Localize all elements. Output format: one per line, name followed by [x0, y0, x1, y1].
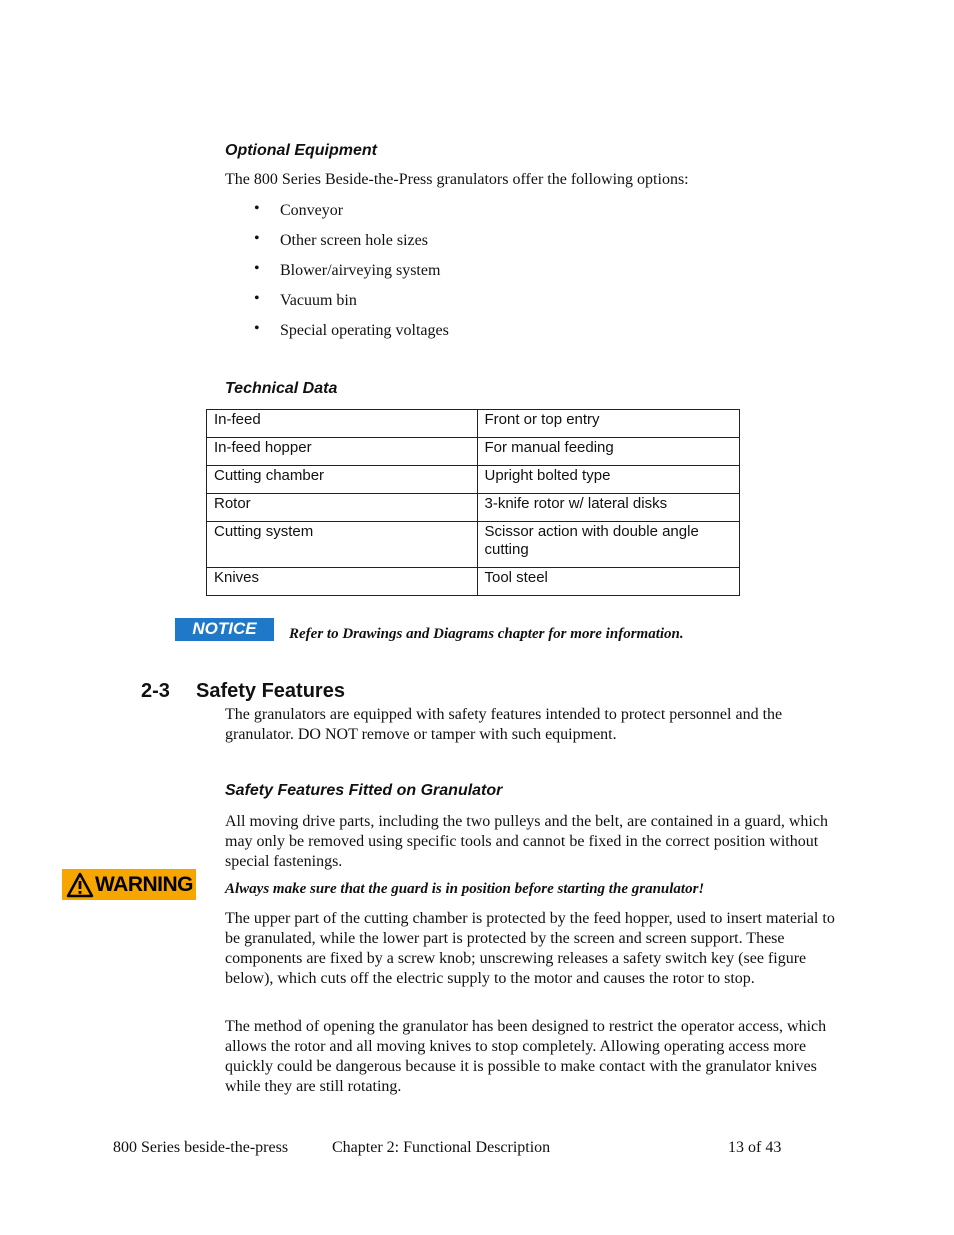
- table-cell-label: Knives: [207, 568, 478, 596]
- table-row: [207, 568, 740, 596]
- table-row: [207, 522, 740, 568]
- bullet-icon: •: [254, 200, 260, 217]
- footer-center: Chapter 2: Functional Description: [332, 1139, 551, 1156]
- safety-subheading: Safety Features Fitted on Granulator: [225, 782, 503, 799]
- table-cell-label: In-feed: [207, 410, 478, 438]
- table-row: [207, 438, 740, 466]
- table-cell-label: Rotor: [207, 494, 478, 522]
- table-row: [207, 494, 740, 522]
- table-cell-value: For manual feeding: [477, 438, 740, 466]
- notice-text: Refer to Drawings and Diagrams chapter for more information.: [289, 626, 684, 642]
- footer-left: 800 Series beside-the-press: [113, 1139, 289, 1156]
- table-row: [207, 466, 740, 494]
- list-item: • Other screen hole sizes: [254, 230, 428, 249]
- table-cell-value: Upright bolted type: [477, 466, 740, 494]
- technical-data-heading: Technical Data: [225, 380, 338, 397]
- table-row: [207, 410, 740, 438]
- section-number: 2-3: [141, 680, 170, 702]
- section-title: Safety Features: [196, 680, 345, 702]
- bullet-icon: •: [254, 320, 260, 337]
- table-cell-value: Front or top entry: [477, 410, 740, 438]
- table-cell-label: Cutting system: [207, 522, 478, 568]
- safety-paragraph-1: All moving drive parts, including the two pulleys and the belt, are contained in a guard, which may only be removed using specific tools and cannot be fixed in the correct position without special fastenings.: [225, 813, 828, 870]
- warning-label: WARNING: [95, 872, 193, 896]
- bullet-icon: •: [254, 230, 260, 247]
- technical-data-table: [206, 409, 740, 596]
- safety-paragraph-2: The upper part of the cutting chamber is protected by the feed hopper, used to insert material to be granulated, while the lower part is protected by the screen and screen support. These components are fixed by a screw knob; unscrewing releases a safety switch key (see figure below), which cuts off the electric supply to the motor and causes the rotor to stop.: [225, 910, 835, 987]
- options-list: [254, 201, 654, 351]
- warning-triangle-icon: [66, 872, 94, 898]
- optional-equipment-intro: The 800 Series Beside-the-Press granulators offer the following options:: [225, 171, 689, 188]
- bullet-icon: •: [254, 260, 260, 277]
- footer-page-number: 13 of 43: [728, 1139, 782, 1156]
- table-cell-value: Scissor action with double angle cutting: [477, 522, 740, 568]
- table-cell-label: Cutting chamber: [207, 466, 478, 494]
- list-item: • Blower/airveying system: [254, 260, 441, 279]
- notice-badge: NOTICE: [175, 618, 274, 641]
- safety-intro: The granulators are equipped with safety features intended to protect personnel and the granulator. DO NOT remove or tamper with such equipment.: [225, 706, 783, 743]
- warning-badge: [62, 869, 196, 900]
- optional-equipment-heading: Optional Equipment: [225, 142, 377, 159]
- list-item: • Special operating voltages: [254, 320, 449, 339]
- list-item: • Conveyor: [254, 200, 344, 219]
- table-cell-label: In-feed hopper: [207, 438, 478, 466]
- table-cell-value: Tool steel: [477, 568, 740, 596]
- safety-paragraph-3: The method of opening the granulator has been designed to restrict the operator access, which allows the rotor and all moving knives to stop completely. Allowing operating access more quickly could be dangerous because it is possible to make contact with the granulator knives while they are still rotating.: [225, 1018, 827, 1095]
- list-item: • Vacuum bin: [254, 290, 357, 309]
- table-cell-value: 3-knife rotor w/ lateral disks: [477, 494, 740, 522]
- warning-text: Always make sure that the guard is in position before starting the granulator!: [225, 881, 705, 897]
- bullet-icon: •: [254, 290, 260, 307]
